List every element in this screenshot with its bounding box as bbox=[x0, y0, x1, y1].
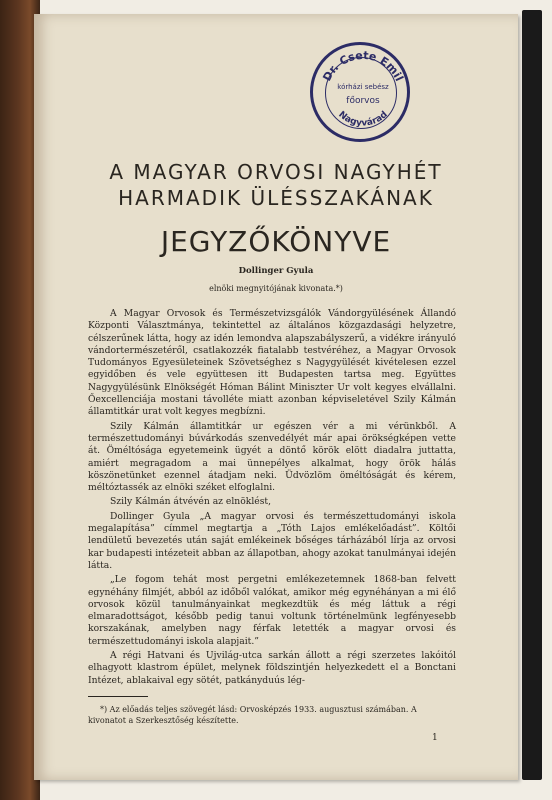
footnote-rule bbox=[88, 696, 148, 697]
paragraph: „Le fogom tehát most pergetni emlékezetemnek 1868-ban felvett egynéhány filmjét, abból az időből valókat, amikor még egynéhányan a mi élő orvosok közül tanulmányainkat megkezdtük és még láttuk a régi elmaradottságot, később pedig tanui voltunk történelmünk legfényesebb korszakának, amelyben nagy férfak letették a magyar orvosi és természettudományi iskola alapjait.” bbox=[88, 574, 456, 647]
svg-text:Dr. Csete Emil bbox=[320, 49, 405, 83]
paragraph: Szily Kálmán átvévén az elnöklést, bbox=[110, 496, 272, 508]
paragraph: A régi Hatvani és Ujvilág-utca sarkán állott a régi szerzetes lakóitól elhagyott klastrom épület, melynek földszintjén helyezkedett el a Bonctani Intézet, ablakaival egy sötét, patkányduús lég- bbox=[88, 650, 456, 686]
stamp-name: Dr. Csete Emil bbox=[320, 48, 406, 84]
article-body bbox=[88, 308, 456, 689]
stamp-text-art bbox=[313, 45, 413, 145]
paragraph: Dollinger Gyula „A magyar orvosi és természettudományi iskola megalapítása” címmel megtartja a „Tóth Lajos emlékelőadást”. Költői lendületű bevezetés után saját emlékeinek bőséges tárházából lírja az orvosi kar budapesti intézeteit abban az állapotban, ahogy azokat tanulmányai idején látta. bbox=[88, 510, 456, 571]
paragraph: Szily Kálmán államtitkár ur egészen vér a mi vérünkből. A természettudományi búvárkodás szenvedélyét már apai örökségképen vette át. Öméltósága egyetemeink ügyét a döntő körök elött diadalra juttatta, amiért megragadom a mai ünnepélyes alkalmat, hogy örök hálás köszönetünket ezennel átadjam neki. Üdvözlöm öméltóságát és kérem, méltóztassék az elnöki széket elfoglalni. bbox=[88, 420, 456, 494]
stamp-line2: főorvos bbox=[346, 96, 380, 106]
stamp-city: Nagyvárad bbox=[336, 109, 390, 129]
footnote: *) Az előadás teljes szövegét lásd: Orvosképzés 1933. augusztusi számában. A kivonatot a Szerkesztőség készítette. bbox=[88, 705, 417, 725]
title-line-2: HARMADIK ÜLÉSSZAKÁNAK bbox=[118, 186, 434, 210]
owner-stamp bbox=[310, 42, 410, 142]
book-cover-edge bbox=[522, 10, 542, 780]
author-name: Dollinger Gyula bbox=[238, 266, 314, 276]
svg-text:Nagyvárad bbox=[336, 110, 389, 129]
subtitle: elnöki megnyitójának kivonata.*) bbox=[209, 284, 343, 293]
stamp-line1: kórházi sebész bbox=[337, 83, 389, 91]
page-number: 1 bbox=[432, 733, 438, 743]
paragraph: A Magyar Orvosok és Természetvizsgálók Vándorgyülésének Állandó Központi Választmánya, tekintettel az általános közgazdasági helyzetre, célszerűnek látta, hogy az idén lemondva alapszabályszerű, a vidékre irányuló vándortermészetéről, csatlakozzék fiatalabb testvéréhez, a Magyar Orvosok Tudományos Egyesületeinek Szövetséghez s Nagygyülését kivételesen ezzel egyidőben és vele együttesen itt Budapesten tartsa meg. Együttes Nagygyülésünk Elnökségét Hóman Bálint Miniszter Ur volt kegyes elvállalni. Őexcellenciája mostani távolléte miatt azonban képviseletével Szily Kálmán államtitkár urat volt kegyes megbízni. bbox=[88, 308, 456, 418]
title-line-1: A MAGYAR ORVOSI NAGYHÉT bbox=[109, 160, 443, 184]
title-line-3: JEGYZŐKÖNYVE bbox=[160, 225, 392, 258]
